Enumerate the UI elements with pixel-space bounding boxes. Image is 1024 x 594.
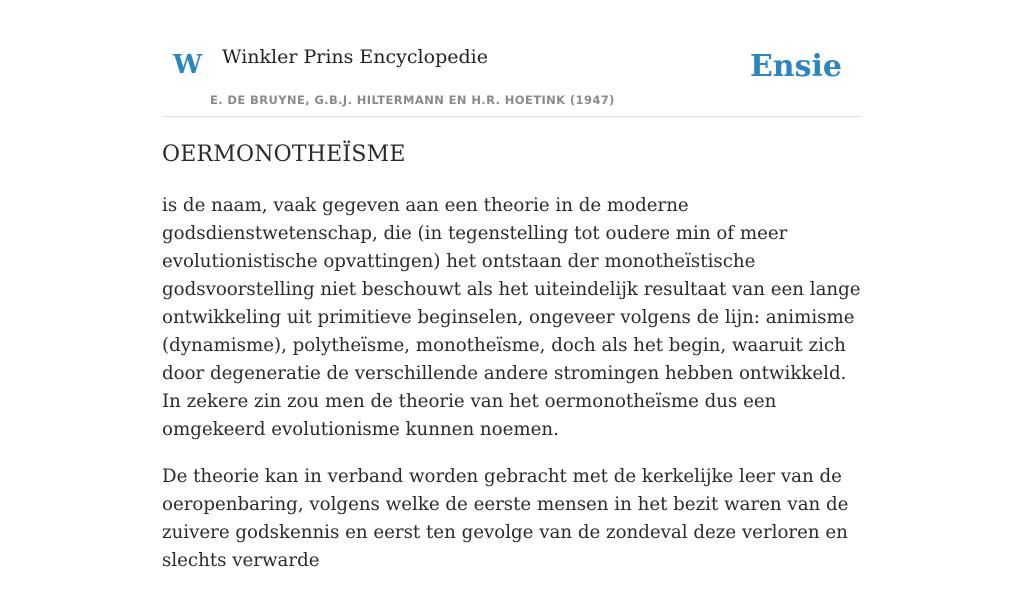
source-header — [162, 0, 862, 117]
article-title: OERMONOTHEÏSME — [162, 142, 406, 167]
article-paragraph: De theorie kan in verband worden gebracht met de kerkelijke leer van de oeropenbaring, volgens welke de eerste mensen in het bezit waren van de zuivere godskennis en eerst ten gevolge van de zondeval deze verloren en slechts verwarde — [162, 466, 849, 571]
source-title[interactable]: Winkler Prins Encyclopedie — [222, 46, 488, 68]
article — [162, 140, 862, 594]
ensie-logo[interactable]: Ensie — [749, 49, 842, 84]
article-paragraph: is de naam, vaak gegeven aan een theorie in de moderne godsdienstwetenschap, die (in tegenstelling tot oudere min of meer evolutionistische opvattingen) het ontstaan der monotheïstische godsvoorstelling niet beschouwt als het uiteindelijk resultaat van een lange ontwikkeling uit primitieve beginselen, ongeveer volgens de lijn: animisme (dynamisme), polytheïsme, monotheïsme, doch als het begin, waaruit zich door degeneratie de verschillende andere stromingen hebben ontwikkeld. In zekere zin zou men de theorie van het oermonotheïsme dus een omgekeerd evolutionisme kunnen noemen. — [162, 195, 861, 440]
winkler-prins-logo-icon[interactable]: W — [173, 50, 203, 80]
source-authors: E. DE BRUYNE, G.B.J. HILTERMANN EN H.R. HOETINK (1947) — [210, 93, 615, 107]
